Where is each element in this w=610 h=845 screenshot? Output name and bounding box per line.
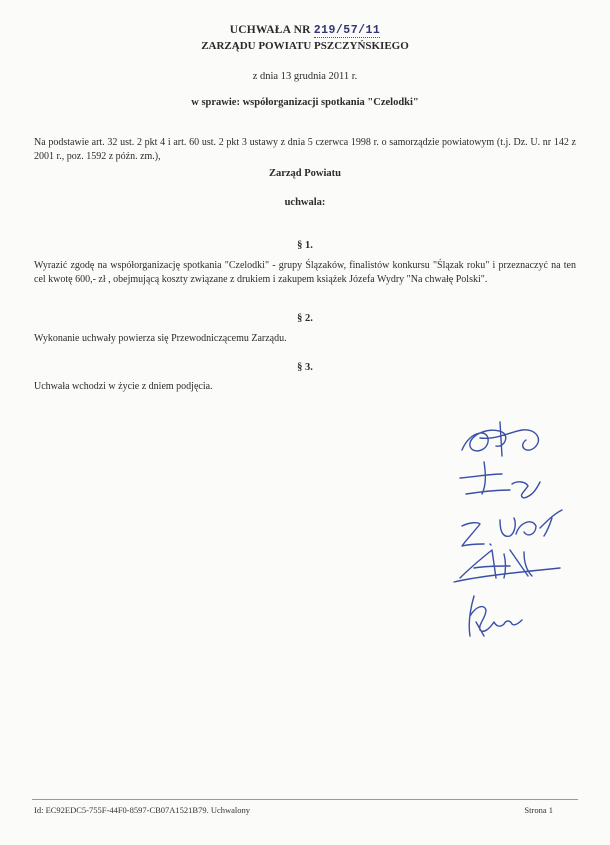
section-1-label: § 1. — [297, 240, 313, 251]
page-number: Strona 1 — [524, 805, 553, 815]
signature-1 — [462, 422, 538, 456]
board-heading: Zarząd Powiatu — [268, 168, 342, 179]
resolution-number: 219/57/11 — [313, 24, 381, 37]
section-3-text: Uchwała wchodzi w życie z dniem podjęcia. — [34, 381, 213, 392]
legal-basis-paragraph: Na podstawie art. 32 ust. 2 pkt 4 i art. 60 ust. 2 pkt 3 ustawy z dnia 5 czerwca 1998 r. o samorządzie powiatowym (t.j. Dz. U. nr 142 z 2001 r., poz. 1592 z późn. zm.), — [34, 137, 576, 162]
document-id: Id: EC92EDC5-755F-44F0-8597-CB07A1521B79. Uchwalony — [34, 805, 251, 815]
resolution-title-prefix: UCHWAŁA NR — [229, 24, 314, 36]
issuer-name: ZARZĄDU POWIATU PSZCZYŃSKIEGO — [201, 40, 409, 52]
signature-5 — [469, 596, 522, 636]
section-2-label: § 2. — [297, 313, 313, 324]
signatures-block — [440, 410, 580, 660]
resolution-title — [0, 24, 610, 37]
section-2-text: Wykonanie uchwały powierza się Przewodniczącemu Zarządu. — [34, 333, 287, 344]
resolves-heading: uchwala: — [284, 197, 326, 208]
footer-divider — [32, 799, 578, 800]
section-1-text: Wyrazić zgodę na współorganizację spotkania "Czelodki" - grupy Ślązaków, finalistów konkursu "Ślązak roku" i przeznaczyć na ten cel kwotę 600,- zł , obejmującą koszty związane z drukiem i zakupem książek Józefa Wydry "Na chwałę Polski". — [34, 260, 576, 285]
resolution-date: z dnia 13 grudnia 2011 r. — [252, 71, 358, 82]
signature-2 — [460, 462, 540, 498]
section-3-label: § 3. — [297, 362, 313, 373]
signature-3 — [462, 510, 562, 546]
signature-4 — [454, 550, 560, 582]
resolution-subject: w sprawie: współorganizacji spotkania "Czelodki" — [191, 97, 419, 108]
